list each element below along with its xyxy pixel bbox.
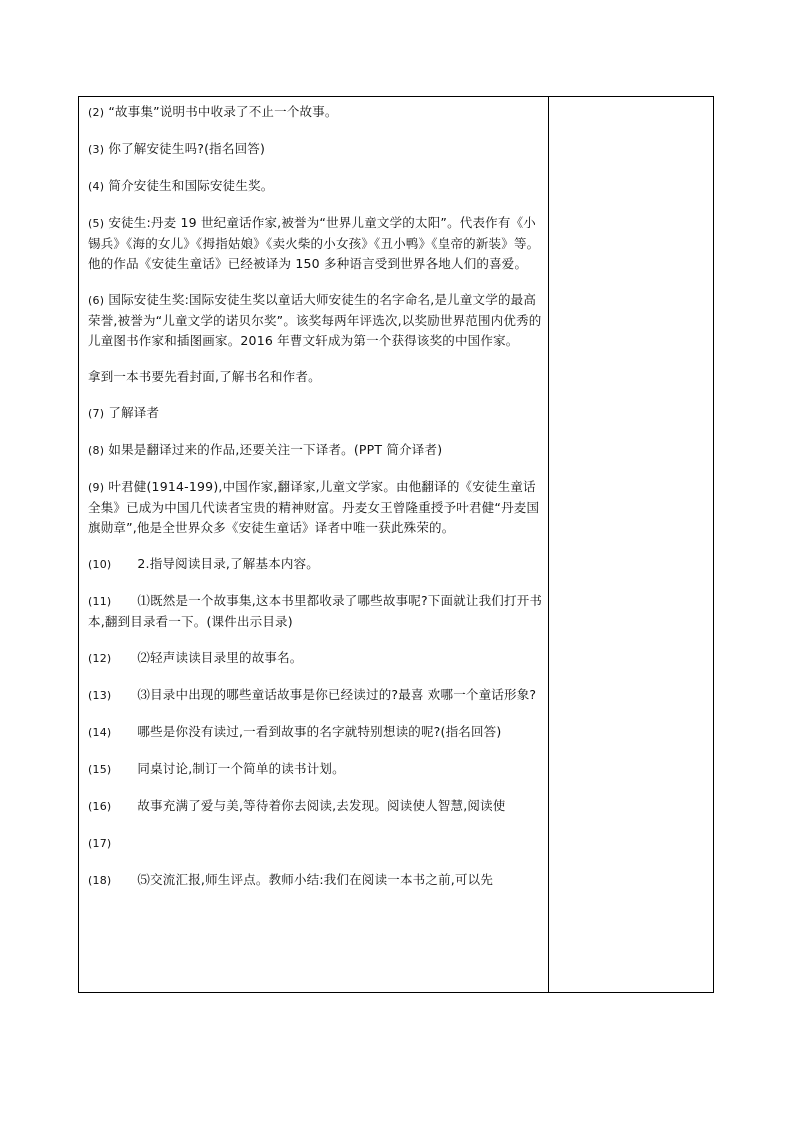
paragraph-text: 如果是翻译过来的作品,还要关注一下译者。(PPT 简介译者) [108,442,443,457]
paragraph [88,554,544,575]
paragraph-text: ⑶目录中出现的哪些童话故事是你已经读过的?最喜 欢哪一个童话形象? [137,687,537,702]
paragraph-text: 国际安徒生奖:国际安徒生奖以童话大师安徒生的名字命名,是儿童文学的最高荣誉,被誉为“儿童文学的诺贝尔奖”。该奖每两年评选次,以奖励世界范围内优秀的儿童图书作家和插图画家。2016 年曹文轩成为第一个获得该奖的中国作家。 [88,292,542,348]
paragraph-number: (5) [88,217,105,230]
paragraph-number: (11) [88,595,112,608]
notes-column [549,97,713,992]
paragraph-number: (9) [88,481,105,494]
paragraph [88,176,544,197]
paragraph-text: 简介安徒生和国际安徒生奖。 [108,178,274,193]
paragraph [88,403,544,424]
paragraph [88,722,544,743]
paragraph-number: (16) [88,800,112,813]
paragraph [88,102,544,123]
paragraph-text: “故事集”说明书中收录了不止一个故事。 [108,104,338,119]
paragraph-number: (2) [88,106,105,119]
paragraph [88,833,544,854]
paragraph-number: (4) [88,180,105,193]
paragraph [88,685,544,706]
paragraph-number: (14) [88,726,112,739]
paragraph-text: ⑸交流汇报,师生评点。教师小结:我们在阅读一本书之前,可以先 [137,872,494,887]
paragraph [88,213,544,274]
paragraph-text: 哪些是你没有读过,一看到故事的名字就特别想读的呢?(指名回答) [137,724,502,739]
paragraph-text: 叶君健(1914-199),中国作家,翻译家,儿童文学家。由他翻译的《安徒生童话全集》已成为中国几代读者宝贵的精神财富。丹麦女王曾隆重授予叶君健“丹麦国旗勋章”,他是全世界众多《安徒生童话》译者中唯一获此殊荣的。 [88,479,540,535]
paragraph [88,367,544,387]
paragraph-text: 同桌讨论,制订一个简单的读书计划。 [137,761,345,776]
paragraph [88,796,544,817]
paragraph [88,440,544,461]
paragraph-text: ⑵轻声读读目录里的故事名。 [137,650,303,665]
paragraph-text: 故事充满了爱与美,等待着你去阅读,去发现。阅读使人智慧,阅读使 [137,798,506,813]
paragraph-number: (12) [88,652,112,665]
paragraph [88,870,544,891]
paragraph [88,648,544,669]
paragraph-number: (3) [88,143,105,156]
paragraph-text: ⑴既然是一个故事集,这本书里都收录了哪些故事呢?下面就让我们打开书本,翻到目录看一下。(课件出示目录) [88,593,543,629]
paragraph-number: (15) [88,763,112,776]
paragraph-number: (17) [88,837,112,850]
paragraph-number: (8) [88,444,105,457]
paragraph [88,477,544,538]
paragraph-text: 你了解安徒生吗?(指名回答) [108,141,266,156]
paragraph-number: (6) [88,294,105,307]
paragraph-text: 安徒生:丹麦 19 世纪童话作家,被誉为“世界儿童文学的太阳”。代表作有《小锡兵》《海的女儿》《拇指姑娘》《卖火柴的小女孩》《丑小鸭》《皇帝的新装》等。他的作品《安徒生童话》已经被译为 150 多种语言受到世界各地人们的喜爱。 [88,215,540,271]
lesson-table [78,96,714,993]
paragraph [88,139,544,160]
paragraph-number: (10) [88,558,112,571]
paragraph-number: (13) [88,689,112,702]
paragraph-text: 2.指导阅读目录,了解基本内容。 [137,556,319,571]
paragraph-number: (18) [88,874,112,887]
paragraph-number: (7) [88,407,105,420]
paragraph-text: 拿到一本书要先看封面,了解书名和作者。 [88,369,321,384]
paragraph-text: 了解译者 [108,405,160,420]
paragraph [88,759,544,780]
paragraph [88,591,544,632]
paragraph [88,290,544,351]
content-column [79,97,549,992]
